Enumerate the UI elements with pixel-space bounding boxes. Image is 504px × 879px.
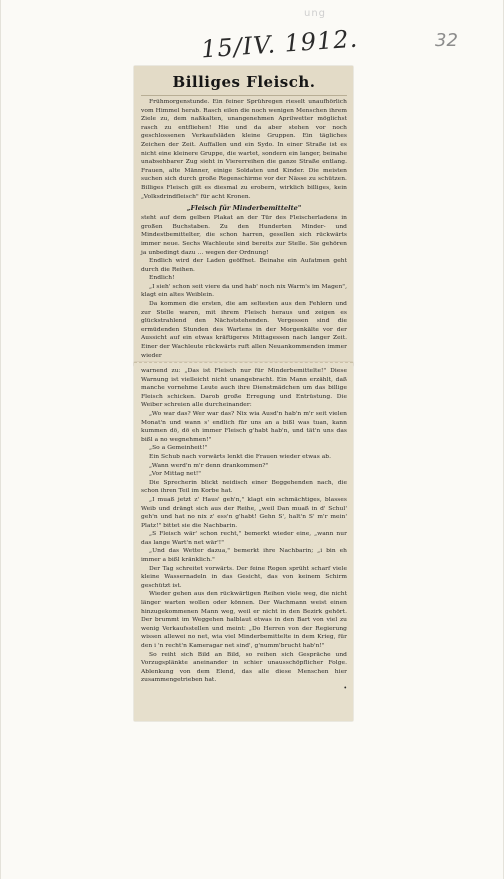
paragraph: Wieder gehen aus den rückwärtigen Reihen viele weg, die nicht länger warten wollen oder können. Der Wachmann weist einen hinzugekommenen Mann weg, weil er nicht in den Bezirk gehört. Der brummt im Weggehen halblaut etwas in den Bart von viel zu wenig Verkaufsstellen und meint: „Do Herren von der Regierung wissen allewei no net, wia viel Minderbemittelte in dem Krieg, für den i 'n recht'n Kameragar net sind', g'numm'brucht hab'n!" bbox=[141, 591, 347, 649]
title-rule bbox=[141, 95, 347, 96]
paragraph: „So a Gemeinheit!" bbox=[149, 445, 208, 452]
paragraph: So reiht sich Bild an Bild, so reihen sich Gespräche und Vorzugsplänkte aneinander in schier unausschöpflicher Folge. Ablenkung von dem Elend, das alle diese Menschen hier zusammengetrieben hat. bbox=[141, 651, 347, 684]
paragraph: „Wo war das? Wer war das? Nix wia Ausd'n hab'n m'r seit vielen Monat'n und wann s' endlich für uns an a bißl was tuan, kann kummen dö, dö eh immer Fleisch g'habt hab'n, und tät'n uns das bißl a no wegnehmen!" bbox=[141, 410, 347, 443]
paragraph: „Vor Mittag net!" bbox=[149, 471, 202, 478]
paragraph: warnend zu: „Das ist Fleisch nur für Minderbemittelte!" Diese Warnung ist vielleicht nicht unangebracht. Ein Mann erzählt, daß manche vornehme Leute auch ihre Dienstmädchen um das billige Fleisch schicken. Darob große Erregung und Entrüstung. Die Weiber schreien alle durcheinander: bbox=[141, 368, 347, 409]
paragraph: Die Sprecherin blickt neidisch einer Beggehenden nach, die schon ihren Teil im Korbe hat. bbox=[141, 479, 347, 495]
paragraph: Frühmorgenstunde. Ein feiner Sprühregen rieselt unaufhörlich vom Himmel herab. Rasch eilen die noch wenigen Menschen ihrem Ziele zu, dem naßkalten, unangenehmen Aprilwetter möglichst rasch zu entfliehen! Hie und da aber stehen vor noch geschlossenen Verkaufsläden kleine Gruppen. Ein tägliches Zeichen der Zeit. Auffallen und ein Sydo. In einer Straße ist es nicht eine kleinere Gruppe, die wartet, sondern ein langer, beinahe unabsehbarer Zug sieht in Viererreihen die ganze Straße entlang. Frauen, alte Männer, einige Soldaten und Kinder. Die meisten suchen sich durch große Regenschirme vor der Nässe zu schützen. Billiges Fleisch gilt es diesmal zu erobern, wirklich billiges, kein „Volksdrindfleisch" für acht Kronen. bbox=[141, 99, 347, 200]
article-title: Billiges Fleisch. bbox=[172, 73, 316, 91]
handwritten-date: 15/IV. 1912. bbox=[200, 24, 360, 64]
paragraph: Da kommen die ersten, die am seltesten aus den Fehlern und zur Stelle waren, mit ihrem Fleisch heraus und zeigen es glückstrahlend den Nächststehenden. Vergessen sind die ermüdenden Stunden des Wartens in der Morgenkälte vor der Aussicht auf ein etwas kräftigeres Mittagessen nach langer Zeit. Einer der Wachleute rückwärts ruft allen Neuankommenden immer wieder bbox=[141, 301, 347, 359]
paragraph: „S Fleisch wär' schon recht," bemerkt wieder eine, „wann nur das lange Wart'n net wär'!" bbox=[141, 531, 347, 546]
page-number: 32 bbox=[435, 30, 458, 51]
newspaper-clipping-bottom bbox=[134, 362, 353, 721]
paragraph: „Und das Wetter dazua," bemerkt ihre Nachbarin; „i bin eh immer a bißl kränklich." bbox=[141, 548, 347, 564]
paragraph: „I sieh' schon seit viere da und hab' noch nix Warm's im Magen", klagt ein altes Weiblein. bbox=[141, 283, 347, 299]
newspaper-clipping-top bbox=[134, 66, 353, 366]
paragraph: steht auf dem gelben Plakat an der Tür des Fleischerladens in großen Buchstaben. Zu den Hunderten Minder- und Mindestbemittelter, die schon harren, gesellen sich rückwärts immer neue. Sechs Wachleute sind bereits zur Stelle. Sie gehören ja unbedingt dazu … wegen der Ordnung! bbox=[141, 215, 347, 256]
article-subheading: „Fleisch für Minderbemittelte" bbox=[186, 204, 302, 213]
paragraph: Ein Schub nach vorwärts lenkt die Frauen wieder etwas ab. bbox=[149, 453, 332, 460]
paragraph: „Wann werd'n m'r denn drankommen?" bbox=[149, 462, 269, 469]
paragraph: Endlich! bbox=[149, 275, 175, 282]
archive-stamp: ung bbox=[304, 8, 327, 19]
paragraph: Endlich wird der Laden geöffnet. Beinahe ein Aufatmen geht durch die Reihen. bbox=[141, 258, 347, 273]
paragraph: „I muaß jetzt z' Haus' geh'n," klagt ein schmächtiges, blasses Weib und drängt sich aus der Reihe, „weil Dan muaß in d' Schul' geh'n und hat no nix z' ess'n g'habt! Gehn S', halt'n S' m'r mein' Platz!" bittet sie die Nachbarin. bbox=[141, 496, 347, 529]
end-mark: • bbox=[343, 684, 347, 692]
paragraph: Der Tag schreitet vorwärts. Der feine Regen sprüht scharf viele kleine Wassernadeln in das Gesicht, das von keinem Schirm geschützt ist. bbox=[141, 565, 347, 589]
